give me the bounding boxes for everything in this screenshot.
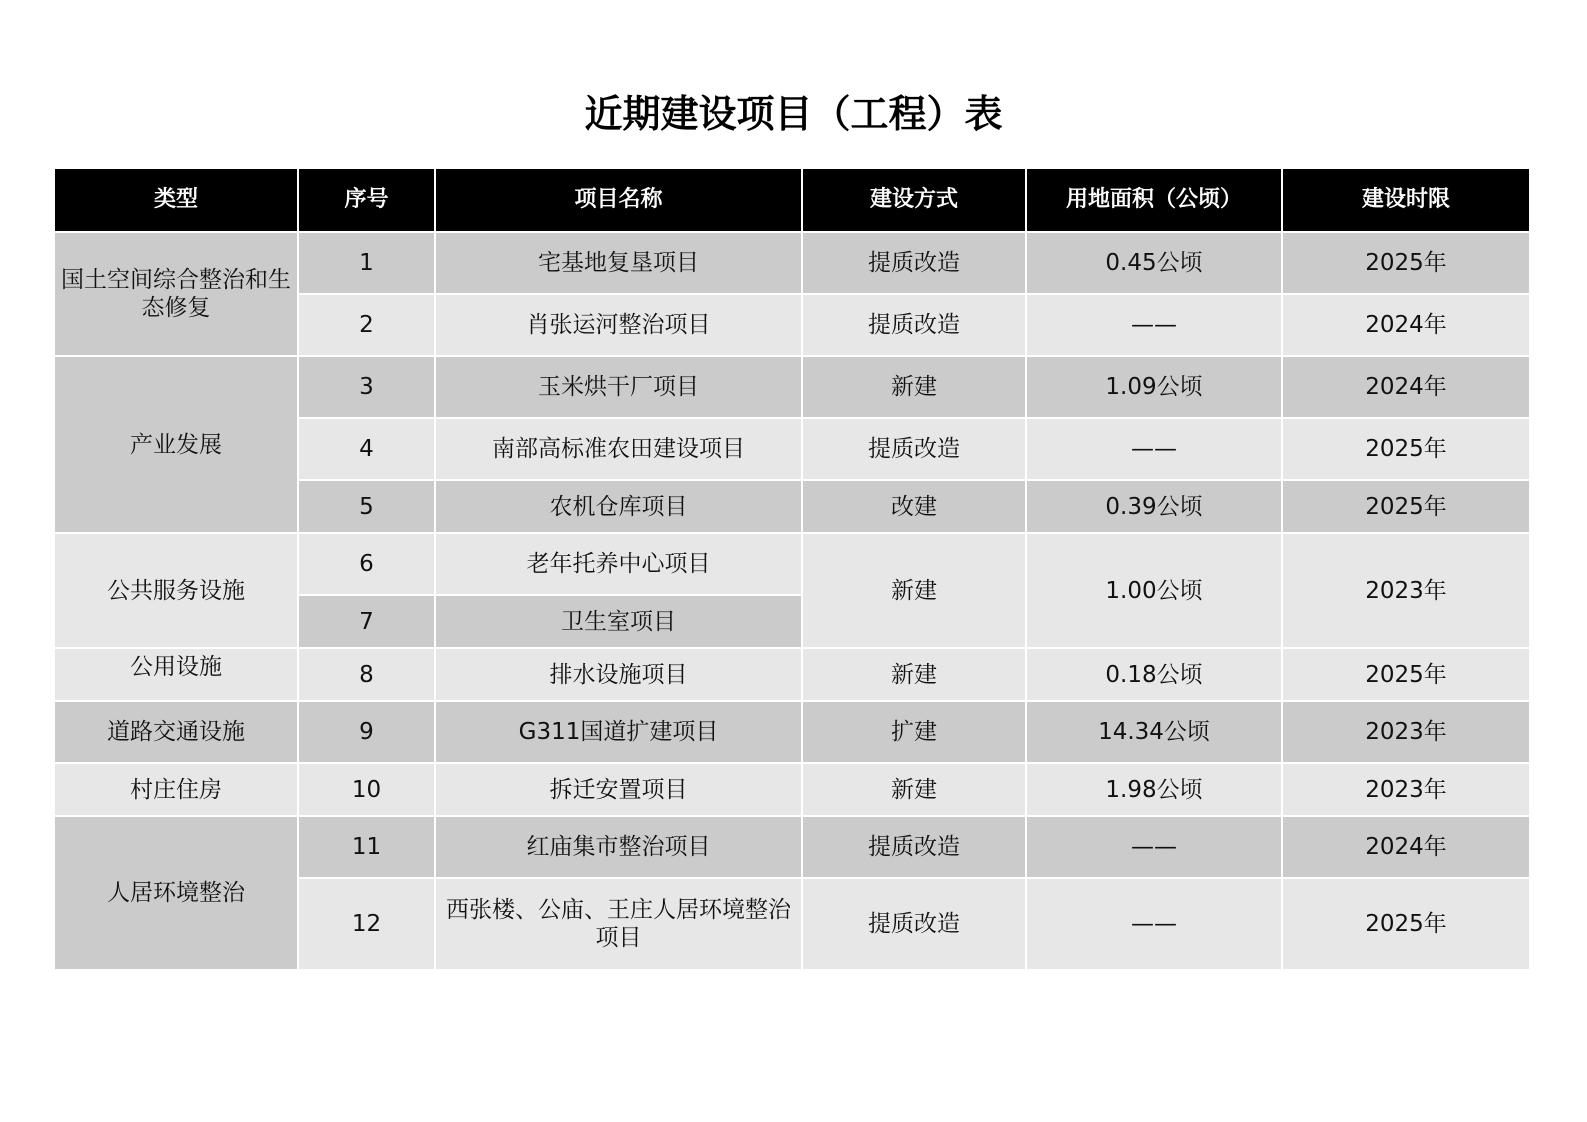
area-cell: 0.18公顷 bbox=[1026, 648, 1282, 701]
type-cell: 国土空间综合整治和生态修复 bbox=[54, 232, 298, 356]
method-cell: 扩建 bbox=[802, 701, 1026, 763]
project-name-cell: 卫生室项目 bbox=[435, 595, 802, 648]
area-cell: 0.45公顷 bbox=[1026, 232, 1282, 294]
number-cell: 5 bbox=[298, 480, 435, 533]
period-cell: 2024年 bbox=[1282, 294, 1530, 356]
area-cell: —— bbox=[1026, 878, 1282, 970]
method-cell: 提质改造 bbox=[802, 418, 1026, 480]
table-row bbox=[54, 533, 1530, 595]
project-name-cell: 拆迁安置项目 bbox=[435, 763, 802, 816]
number-cell: 11 bbox=[298, 816, 435, 878]
number-cell: 10 bbox=[298, 763, 435, 816]
header-construction-method: 建设方式 bbox=[802, 168, 1026, 232]
method-cell: 提质改造 bbox=[802, 816, 1026, 878]
area-cell: —— bbox=[1026, 418, 1282, 480]
period-cell: 2025年 bbox=[1282, 480, 1530, 533]
number-cell: 1 bbox=[298, 232, 435, 294]
table-header-row bbox=[54, 168, 1530, 232]
number-cell: 12 bbox=[298, 878, 435, 970]
project-name-cell: 宅基地复垦项目 bbox=[435, 232, 802, 294]
project-name-cell: 玉米烘干厂项目 bbox=[435, 356, 802, 418]
type-cell: 人居环境整治 bbox=[54, 816, 298, 970]
period-cell: 2025年 bbox=[1282, 418, 1530, 480]
project-name-cell: 红庙集市整治项目 bbox=[435, 816, 802, 878]
project-name-cell: 农机仓库项目 bbox=[435, 480, 802, 533]
number-cell: 2 bbox=[298, 294, 435, 356]
project-name-cell: 排水设施项目 bbox=[435, 648, 802, 701]
project-name-cell: 老年托养中心项目 bbox=[435, 533, 802, 595]
header-project-name: 项目名称 bbox=[435, 168, 802, 232]
header-type: 类型 bbox=[54, 168, 298, 232]
table-row bbox=[54, 816, 1530, 878]
project-name-cell: 南部高标准农田建设项目 bbox=[435, 418, 802, 480]
number-cell: 9 bbox=[298, 701, 435, 763]
header-land-area: 用地面积（公顷） bbox=[1026, 168, 1282, 232]
number-cell: 3 bbox=[298, 356, 435, 418]
area-cell: —— bbox=[1026, 816, 1282, 878]
period-cell: 2024年 bbox=[1282, 356, 1530, 418]
page-title: 近期建设项目（工程）表 bbox=[584, 92, 1003, 136]
period-cell: 2023年 bbox=[1282, 701, 1530, 763]
project-name-cell: 西张楼、公庙、王庄人居环境整治项目 bbox=[435, 878, 802, 970]
method-cell: 新建 bbox=[802, 533, 1026, 648]
number-cell: 6 bbox=[298, 533, 435, 595]
number-cell: 4 bbox=[298, 418, 435, 480]
method-cell: 提质改造 bbox=[802, 232, 1026, 294]
period-cell: 2023年 bbox=[1282, 763, 1530, 816]
area-cell: 1.98公顷 bbox=[1026, 763, 1282, 816]
method-cell: 新建 bbox=[802, 356, 1026, 418]
project-table bbox=[53, 167, 1531, 971]
period-cell: 2025年 bbox=[1282, 232, 1530, 294]
method-cell: 改建 bbox=[802, 480, 1026, 533]
period-cell: 2025年 bbox=[1282, 648, 1530, 701]
project-name-cell: 肖张运河整治项目 bbox=[435, 294, 802, 356]
table-row bbox=[54, 763, 1530, 816]
area-cell: 0.39公顷 bbox=[1026, 480, 1282, 533]
table-row bbox=[54, 356, 1530, 418]
type-cell: 村庄住房 bbox=[54, 763, 298, 816]
method-cell: 新建 bbox=[802, 763, 1026, 816]
period-cell: 2023年 bbox=[1282, 533, 1530, 648]
project-name-cell: G311国道扩建项目 bbox=[435, 701, 802, 763]
header-number: 序号 bbox=[298, 168, 435, 232]
area-cell: 1.00公顷 bbox=[1026, 533, 1282, 648]
type-cell: 公用设施 bbox=[54, 648, 298, 701]
type-cell: 道路交通设施 bbox=[54, 701, 298, 763]
method-cell: 提质改造 bbox=[802, 878, 1026, 970]
method-cell: 提质改造 bbox=[802, 294, 1026, 356]
area-cell: 1.09公顷 bbox=[1026, 356, 1282, 418]
area-cell: —— bbox=[1026, 294, 1282, 356]
period-cell: 2024年 bbox=[1282, 816, 1530, 878]
method-cell: 新建 bbox=[802, 648, 1026, 701]
table-row bbox=[54, 232, 1530, 294]
period-cell: 2025年 bbox=[1282, 878, 1530, 970]
number-cell: 8 bbox=[298, 648, 435, 701]
type-cell: 产业发展 bbox=[54, 356, 298, 533]
area-cell: 14.34公顷 bbox=[1026, 701, 1282, 763]
table-row bbox=[54, 701, 1530, 763]
number-cell: 7 bbox=[298, 595, 435, 648]
table-row bbox=[54, 648, 1530, 701]
type-cell: 公共服务设施 bbox=[54, 533, 298, 648]
header-construction-period: 建设时限 bbox=[1282, 168, 1530, 232]
